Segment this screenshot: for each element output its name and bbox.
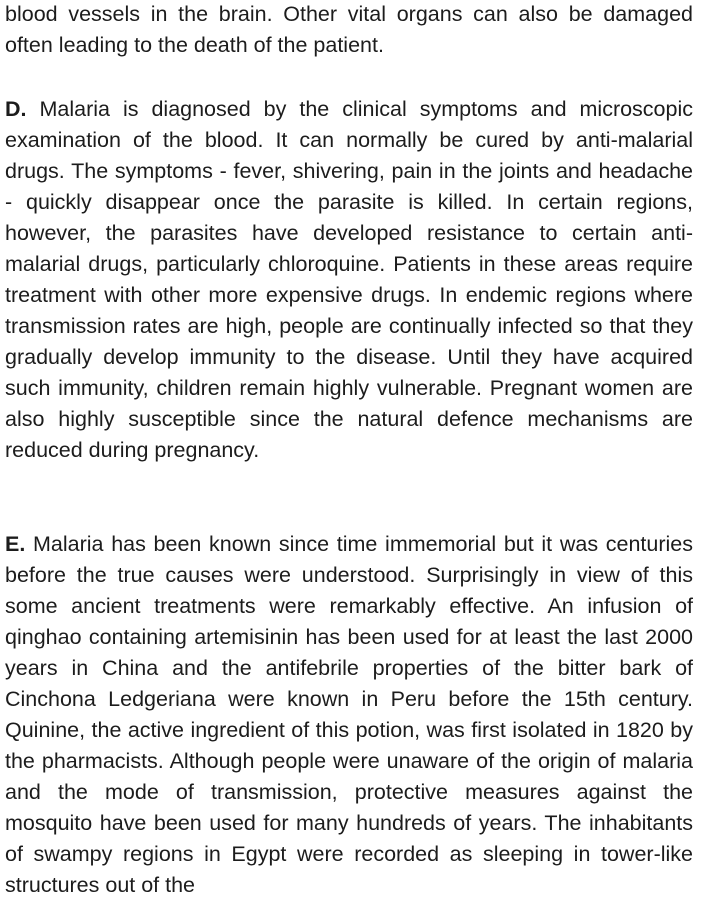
paragraph-d xyxy=(5,94,693,466)
paragraph-e-letter: E. xyxy=(5,532,26,556)
paragraph-e xyxy=(5,529,693,901)
paragraph-c-text: blood vessels in the brain. Other vital organs can also be damaged often leading to the death of the patient. xyxy=(5,2,693,57)
paragraph-e-text: Malaria has been known since time immemorial but it was centuries before the true causes were understood. Surprisingly in view of this some ancient treatments were remarkably effective. An infusion of qinghao containing artemisinin has been used for at least the last 2000 years in China and the antifebrile properties of the bitter bark of Cinchona Ledgeriana were known in Peru before the 15th century. Quinine, the active ingredient of this potion, was first isolated in 1820 by the pharmacists. Although people were unaware of the origin of malaria and the mode of transmission, protective measures against the mosquito have been used for many hundreds of years. The inhabitants of swampy regions in Egypt were recorded as sleeping in tower-like structures out of the xyxy=(5,532,693,897)
paragraph-d-letter: D. xyxy=(5,97,27,121)
paragraph-d-text: Malaria is diagnosed by the clinical symptoms and microscopic examination of the blood. It can normally be cured by anti-malarial drugs. The symptoms - fever, shivering, pain in the joints and headache - quickly disappear once the parasite is killed. In certain regions, however, the parasites have developed resistance to certain anti-malarial drugs, particularly chloroquine. Patients in these areas require treatment with other more expensive drugs. In endemic regions where transmission rates are high, people are continually infected so that they gradually develop immunity to the disease. Until they have acquired such immunity, children remain highly vulnerable. Pregnant women are also highly susceptible since the natural defence mechanisms are reduced during pregnancy. xyxy=(5,97,693,462)
paragraph-c-continuation xyxy=(5,0,693,61)
